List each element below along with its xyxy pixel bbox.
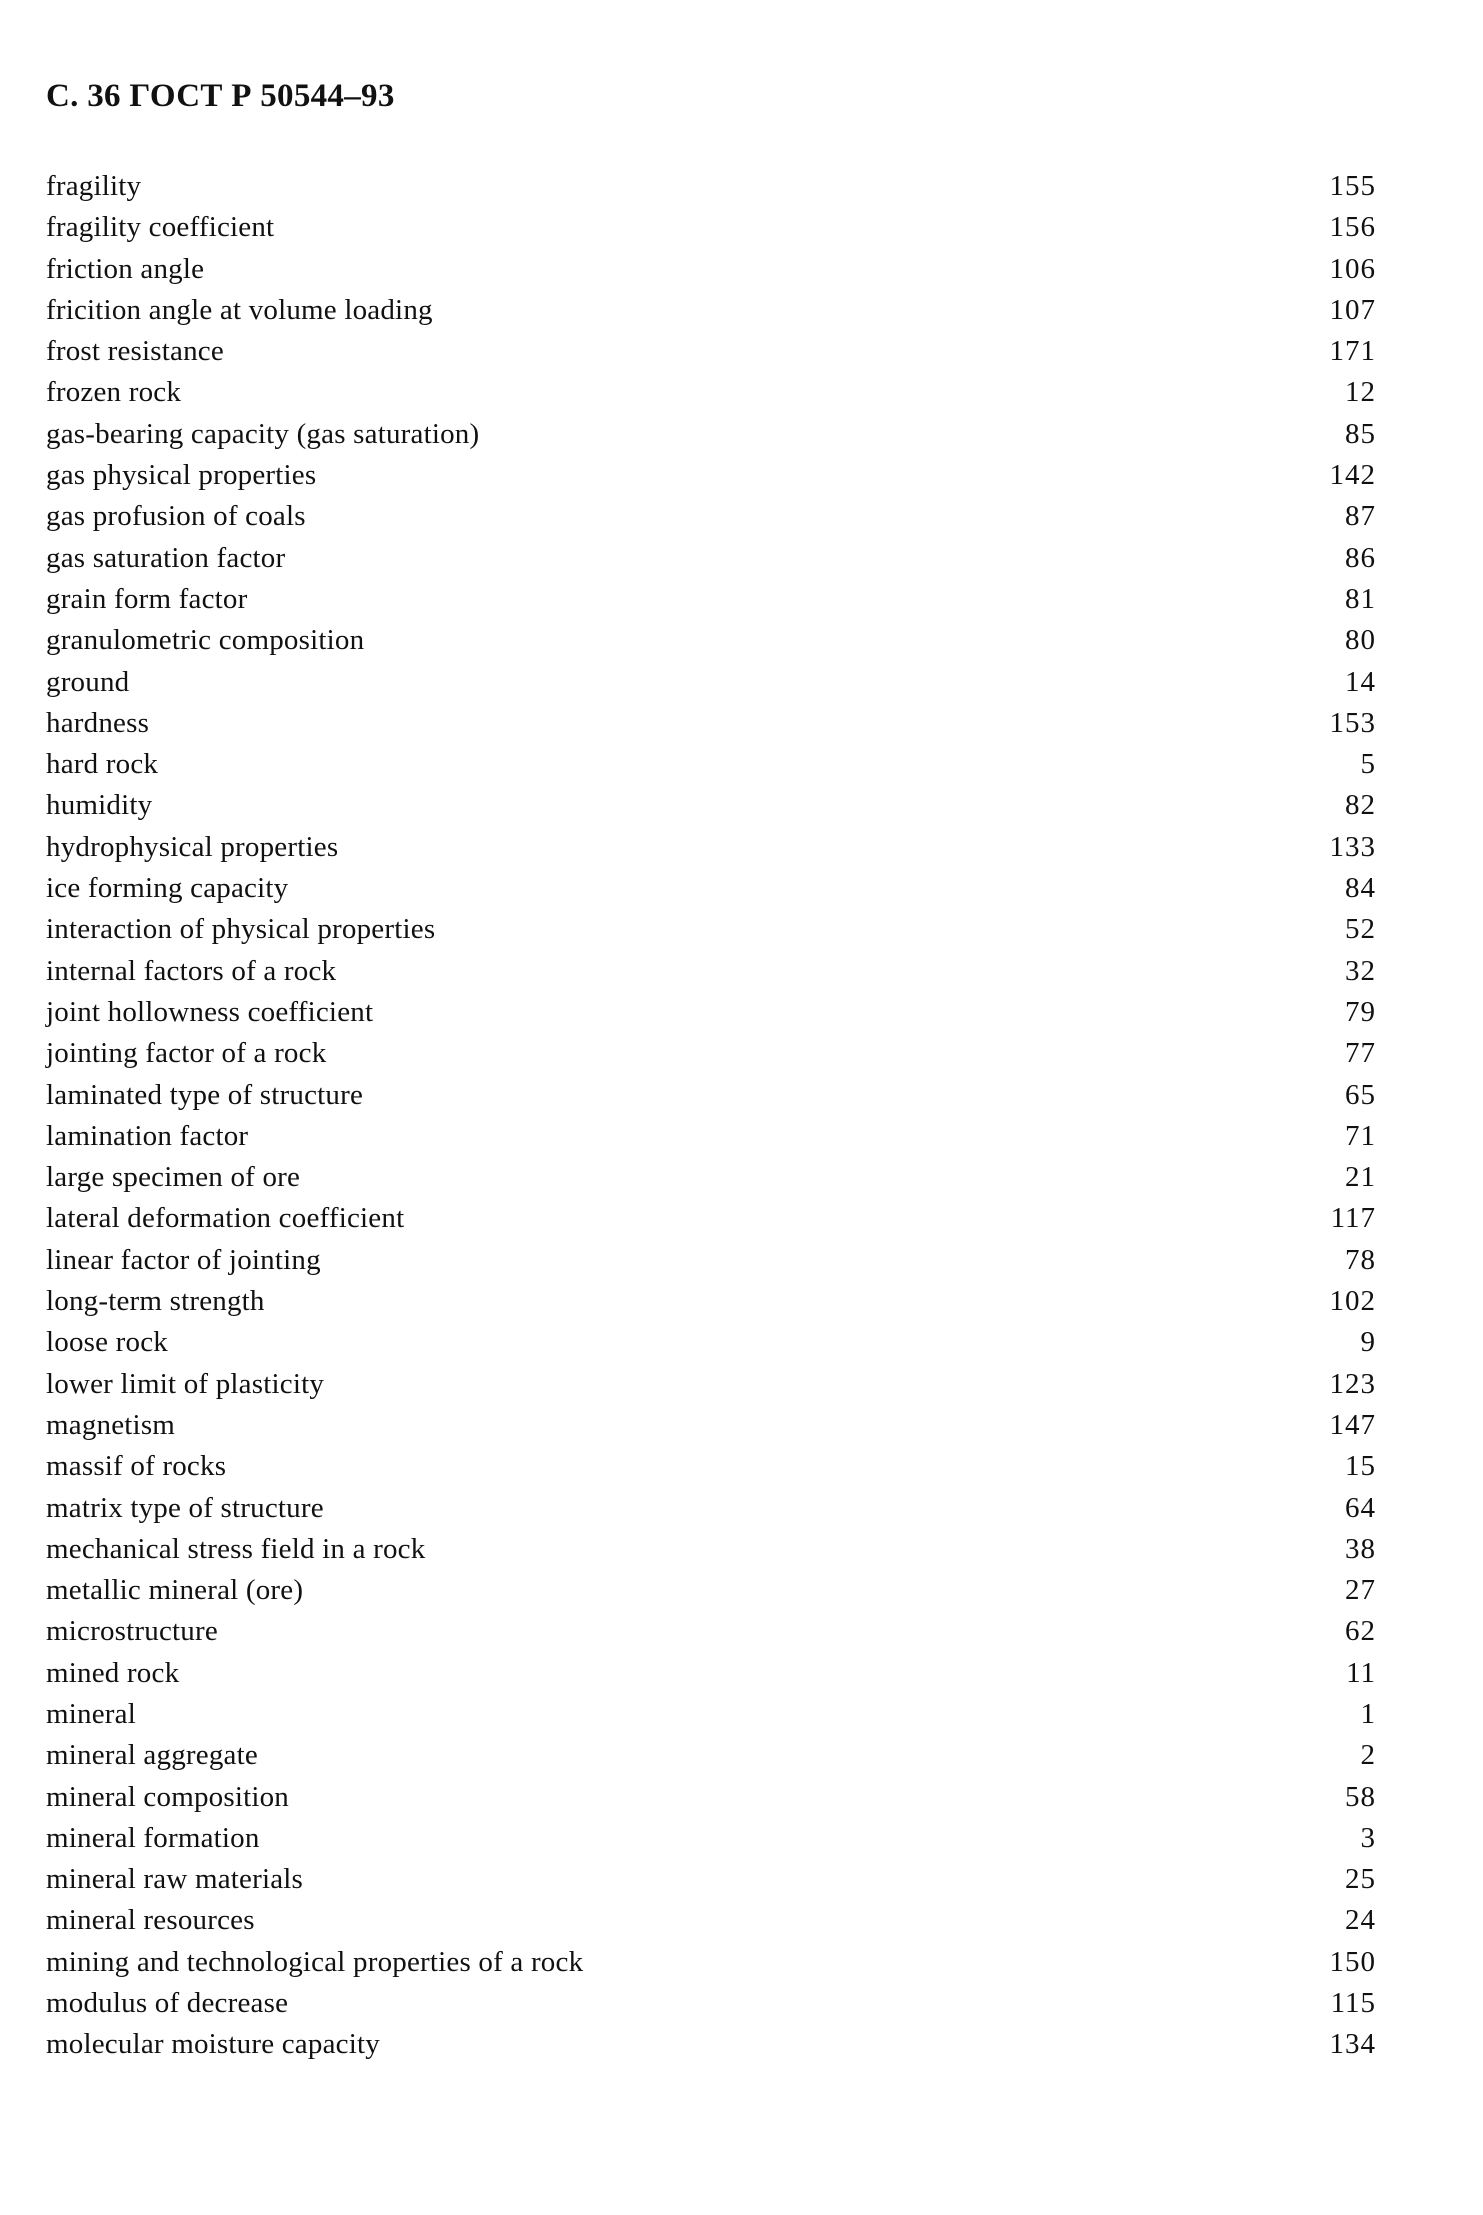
index-ref-number: 65: [1345, 1078, 1376, 1111]
index-term: matrix type of structure: [46, 1491, 324, 1524]
index-ref-number: 71: [1345, 1119, 1376, 1152]
page-header: С. 36 ГОСТ Р 50544–93: [46, 78, 395, 114]
index-entry: [46, 414, 1376, 455]
index-ref-number: 64: [1345, 1491, 1376, 1524]
index-entry: [46, 1529, 1376, 1570]
index-term: mineral formation: [46, 1821, 260, 1854]
index-term: jointing factor of a rock: [46, 1037, 327, 1070]
index-term: mineral raw materials: [46, 1863, 304, 1896]
index-ref-number: 21: [1345, 1161, 1376, 1194]
index-term: internal factors of a rock: [46, 954, 337, 987]
index-ref-number: 78: [1345, 1243, 1376, 1276]
index-term: lower limit of plasticity: [46, 1367, 325, 1400]
index-term: metallic mineral (ore): [46, 1574, 304, 1607]
index-entry: [46, 1694, 1376, 1735]
index-entry: [46, 1942, 1376, 1983]
index-entry: [46, 1777, 1376, 1818]
index-term: granulometric composition: [46, 624, 365, 657]
index-term: mechanical stress field in a rock: [46, 1532, 426, 1565]
index-term: loose rock: [46, 1326, 168, 1359]
index-term: gas physical properties: [46, 459, 317, 492]
index-term: interaction of physical properties: [46, 913, 436, 946]
index-term: modulus of decrease: [46, 1987, 289, 2020]
index-ref-number: 12: [1345, 376, 1376, 409]
index-entry: [46, 1405, 1376, 1446]
index-ref-number: 171: [1329, 335, 1376, 368]
index-entry: [46, 372, 1376, 413]
index-term: mineral resources: [46, 1904, 255, 1937]
index-term: gas profusion of coals: [46, 500, 306, 533]
index-entry: [46, 662, 1376, 703]
index-ref-number: 102: [1329, 1285, 1376, 1318]
index-entry: [46, 703, 1376, 744]
index-entry: [46, 1446, 1376, 1487]
index-term: gas-bearing capacity (gas saturation): [46, 417, 480, 450]
index-ref-number: 15: [1345, 1450, 1376, 1483]
index-entry: [46, 1983, 1376, 2024]
index-entry: [46, 1240, 1376, 1281]
index-ref-number: 11: [1346, 1656, 1376, 1689]
index-term: frozen rock: [46, 376, 182, 409]
index-list: [46, 166, 1376, 2066]
index-term: laminated type of structure: [46, 1078, 364, 1111]
index-ref-number: 77: [1345, 1037, 1376, 1070]
index-term: microstructure: [46, 1615, 218, 1648]
index-ref-number: 79: [1345, 995, 1376, 1028]
index-term: lateral deformation coefficient: [46, 1202, 405, 1235]
index-entry: [46, 579, 1376, 620]
index-entry: [46, 538, 1376, 579]
index-term: joint hollowness coefficient: [46, 995, 374, 1028]
index-ref-number: 25: [1345, 1863, 1376, 1896]
index-term: hardness: [46, 706, 150, 739]
index-term: hard rock: [46, 748, 159, 781]
index-entry: [46, 1900, 1376, 1941]
index-ref-number: 142: [1329, 459, 1376, 492]
index-term: molecular moisture capacity: [46, 2028, 380, 2061]
index-term: fragility: [46, 170, 142, 202]
index-ref-number: 80: [1345, 624, 1376, 657]
index-entry: [46, 951, 1376, 992]
index-entry: [46, 1157, 1376, 1198]
index-ref-number: 86: [1345, 541, 1376, 574]
index-entry: [46, 1033, 1376, 1074]
index-entry: [46, 290, 1376, 331]
index-ref-number: 106: [1329, 252, 1376, 285]
index-entry: [46, 992, 1376, 1033]
index-entry: [46, 1818, 1376, 1859]
index-entry: [46, 868, 1376, 909]
index-ref-number: 85: [1345, 417, 1376, 450]
index-entry: [46, 1611, 1376, 1652]
index-entry: [46, 1322, 1376, 1363]
index-entry: [46, 785, 1376, 826]
index-entry: [46, 1116, 1376, 1157]
index-entry: [46, 207, 1376, 248]
index-term: fricition angle at volume loading: [46, 293, 433, 326]
index-ref-number: 5: [1360, 748, 1376, 781]
index-entry: [46, 1075, 1376, 1116]
index-entry: [46, 827, 1376, 868]
index-term: gas saturation factor: [46, 541, 286, 574]
index-term: long-term strength: [46, 1285, 265, 1318]
index-entry: [46, 1281, 1376, 1322]
index-entry: [46, 909, 1376, 950]
index-ref-number: 150: [1329, 1945, 1376, 1978]
index-term: ground: [46, 665, 130, 698]
index-entry: [46, 455, 1376, 496]
index-ref-number: 62: [1345, 1615, 1376, 1648]
index-ref-number: 155: [1329, 170, 1376, 202]
index-ref-number: 9: [1360, 1326, 1376, 1359]
index-ref-number: 38: [1345, 1532, 1376, 1565]
index-ref-number: 52: [1345, 913, 1376, 946]
index-term: lamination factor: [46, 1119, 249, 1152]
index-ref-number: 27: [1345, 1574, 1376, 1607]
index-term: massif of rocks: [46, 1450, 227, 1483]
index-ref-number: 123: [1329, 1367, 1376, 1400]
index-term: magnetism: [46, 1408, 176, 1441]
index-term: grain form factor: [46, 582, 248, 615]
index-entry: [46, 1198, 1376, 1239]
index-entry: [46, 496, 1376, 537]
index-ref-number: 84: [1345, 872, 1376, 905]
index-ref-number: 107: [1329, 293, 1376, 326]
index-ref-number: 87: [1345, 500, 1376, 533]
index-term: frost resistance: [46, 335, 224, 368]
index-ref-number: 147: [1329, 1408, 1376, 1441]
index-entry: [46, 1364, 1376, 1405]
index-ref-number: 81: [1345, 582, 1376, 615]
index-ref-number: 156: [1329, 211, 1376, 244]
index-entry: [46, 1570, 1376, 1611]
index-ref-number: 32: [1345, 954, 1376, 987]
index-ref-number: 24: [1345, 1904, 1376, 1937]
index-term: mineral composition: [46, 1780, 290, 1813]
index-ref-number: 2: [1360, 1739, 1376, 1772]
index-term: linear factor of jointing: [46, 1243, 321, 1276]
index-ref-number: 14: [1345, 665, 1376, 698]
index-term: humidity: [46, 789, 153, 822]
index-ref-number: 117: [1330, 1202, 1376, 1235]
index-entry: [46, 2024, 1376, 2065]
index-term: mined rock: [46, 1656, 180, 1689]
index-ref-number: 115: [1330, 1987, 1376, 2020]
index-term: ice forming capacity: [46, 872, 289, 905]
index-entry: [46, 331, 1376, 372]
index-term: large specimen of ore: [46, 1161, 301, 1194]
index-ref-number: 3: [1360, 1821, 1376, 1854]
index-entry: [46, 620, 1376, 661]
index-term: mineral aggregate: [46, 1739, 258, 1772]
index-term: mining and technological properties of a rock: [46, 1945, 584, 1978]
index-entry: [46, 1735, 1376, 1776]
index-term: mineral: [46, 1697, 136, 1730]
index-entry: [46, 249, 1376, 290]
index-ref-number: 1: [1360, 1697, 1376, 1730]
index-entry: [46, 1653, 1376, 1694]
index-term: hydrophysical properties: [46, 830, 339, 863]
index-ref-number: 153: [1329, 706, 1376, 739]
index-ref-number: 82: [1345, 789, 1376, 822]
index-term: fragility coefficient: [46, 211, 275, 244]
index-ref-number: 58: [1345, 1780, 1376, 1813]
index-entry: [46, 744, 1376, 785]
index-entry: [46, 166, 1376, 207]
index-entry: [46, 1488, 1376, 1529]
index-entry: [46, 1859, 1376, 1900]
index-ref-number: 134: [1329, 2028, 1376, 2061]
index-term: friction angle: [46, 252, 205, 285]
index-ref-number: 133: [1329, 830, 1376, 863]
